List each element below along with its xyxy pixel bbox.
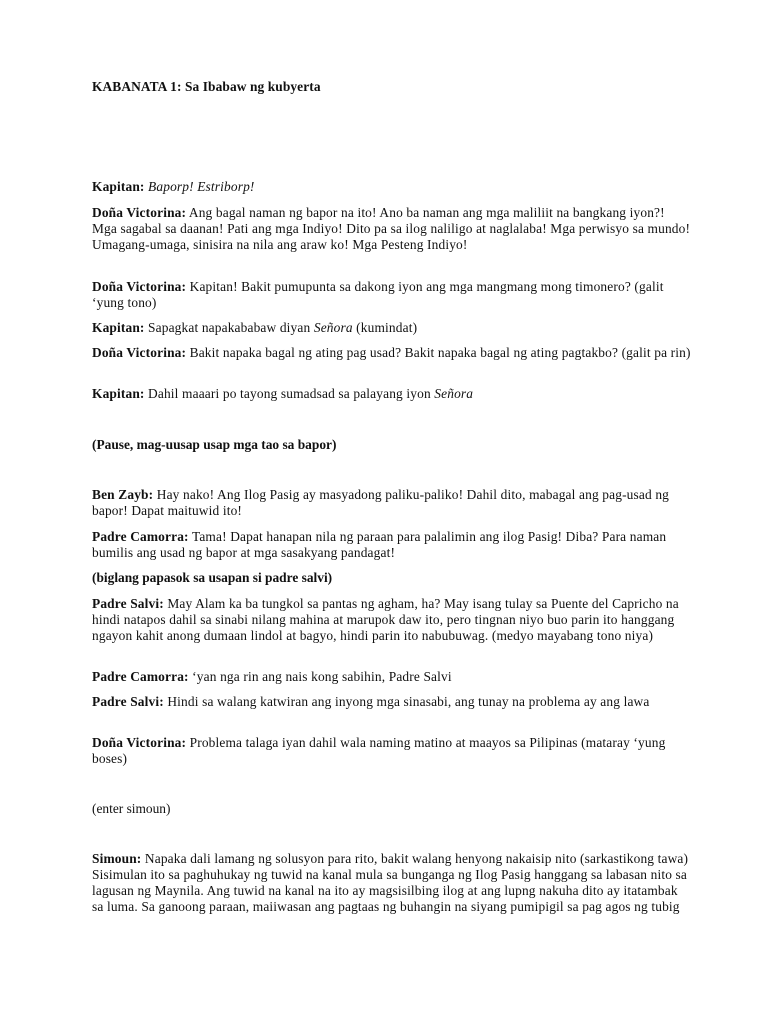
dialogue-line bbox=[92, 205, 692, 253]
dialogue-line bbox=[92, 596, 692, 644]
dialogue-text: Hay nako! Ang Ilog Pasig ay masyadong paliku-paliko! Dahil dito, mabagal ang pag-usad ng bapor! Dapat maituwid ito! bbox=[92, 487, 670, 518]
dialogue-text: Ang bagal naman ng bapor na ito! Ano ba naman ang mga maliliit na bangkang iyon?! Mga sagabal sa daanan! Pati ang mga Indiyo! Dito pa sa ilog naliligo at naglalaba! Mga perwisyo sa mundo! Umagang-umaga, sinisira na nila ang araw ko! Mga Pesteng Indiyo! bbox=[92, 205, 691, 252]
speaker-name: Kapitan: bbox=[92, 179, 145, 194]
dialogue-text: Kapitan! Bakit pumupunta sa dakong iyon ang mga mangmang mong timonero? (galit ‘yung tono) bbox=[92, 279, 664, 310]
dialogue-text: May Alam ka ba tungkol sa pantas ng agham, ha? May isang tulay sa Puente del Capricho na hindi natapos dahil sa sinabi nilang mahina at marupok daw ito, pero tingnan niyo buo parin ito hanggang ngayon kahit anong dumaan lindol at bagyo, hindi parin ito nabubuwag. (medyo mayabang tono niya) bbox=[92, 596, 679, 643]
speaker-name: Kapitan: bbox=[92, 386, 145, 401]
speaker-name: Padre Salvi: bbox=[92, 694, 164, 709]
chapter-title: KABANATA 1: Sa Ibabaw ng kubyerta bbox=[92, 79, 321, 94]
dialogue-line bbox=[92, 279, 692, 311]
speaker-name: Doña Victorina: bbox=[92, 345, 187, 360]
speaker-name: Padre Camorra: bbox=[92, 669, 189, 684]
speaker-name: Doña Victorina: bbox=[92, 279, 187, 294]
dialogue-text-italic: Señora bbox=[313, 320, 353, 335]
dialogue-text: Dahil maaari po tayong sumadsad sa palayang iyon bbox=[148, 386, 435, 401]
dialogue-line bbox=[92, 694, 692, 710]
stage-direction: (biglang papasok sa usapan si padre salvi) bbox=[92, 570, 333, 585]
dialogue-text: Sapagkat napakababaw diyan bbox=[148, 320, 314, 335]
dialogue-text: Tama! Dapat hanapan nila ng paraan para palalimin ang ilog Pasig! Diba? Para naman bumilis ang usad ng bapor at mga sasakyang pandagat! bbox=[92, 529, 667, 560]
speaker-name: Padre Camorra: bbox=[92, 529, 189, 544]
dialogue-text: Hindi sa walang katwiran ang inyong mga sinasabi, ang tunay na problema ay ang lawa bbox=[167, 694, 650, 709]
dialogue-text: ‘yan nga rin ang nais kong sabihin, Padre Salvi bbox=[192, 669, 452, 684]
dialogue-line bbox=[92, 669, 692, 685]
dialogue-line bbox=[92, 386, 692, 402]
dialogue-line bbox=[92, 735, 692, 767]
dialogue-line bbox=[92, 851, 692, 915]
speaker-name: Doña Victorina: bbox=[92, 735, 187, 750]
dialogue-line bbox=[92, 179, 692, 195]
speaker-name: Ben Zayb: bbox=[92, 487, 154, 502]
dialogue-line bbox=[92, 345, 692, 361]
dialogue-text: Problema talaga iyan dahil wala naming matino at maayos sa Pilipinas (mataray ‘yung boses) bbox=[92, 735, 666, 766]
dialogue-text: Baporp! Estriborp! bbox=[148, 179, 255, 194]
dialogue-text: Napaka dali lamang ng solusyon para rito, bakit walang henyong nakaisip nito (sarkastikong tawa) Sisimulan ito sa paghuhukay ng tuwid na kanal mula sa bunganga ng Ilog Pasig hanggang sa labasan nito sa lagusan ng Maynila. Ang tuwid na kanal na ito ay magsisilbing ilog at ang lupng nakuha dito ay itatambak sa luma. Sa ganoong paraan, maiiwasan ang pagtaas ng buhangin na siyang pumipigil sa pag agos ng tubig bbox=[92, 851, 689, 914]
speaker-name: Simoun: bbox=[92, 851, 142, 866]
stage-direction: (Pause, mag-uusap usap mga tao sa bapor) bbox=[92, 437, 337, 452]
dialogue-text: (kumindat) bbox=[352, 320, 418, 335]
speaker-name: Padre Salvi: bbox=[92, 596, 164, 611]
speaker-name: Kapitan: bbox=[92, 320, 145, 335]
dialogue-line bbox=[92, 320, 692, 336]
dialogue-text: Bakit napaka bagal ng ating pag usad? Bakit napaka bagal ng ating pagtakbo? (galit pa rin) bbox=[189, 345, 691, 360]
dialogue-line bbox=[92, 487, 692, 519]
dialogue-text-italic: Señora bbox=[434, 386, 474, 401]
dialogue-line bbox=[92, 529, 692, 561]
speaker-name: Doña Victorina: bbox=[92, 205, 187, 220]
stage-direction: (enter simoun) bbox=[92, 801, 171, 816]
